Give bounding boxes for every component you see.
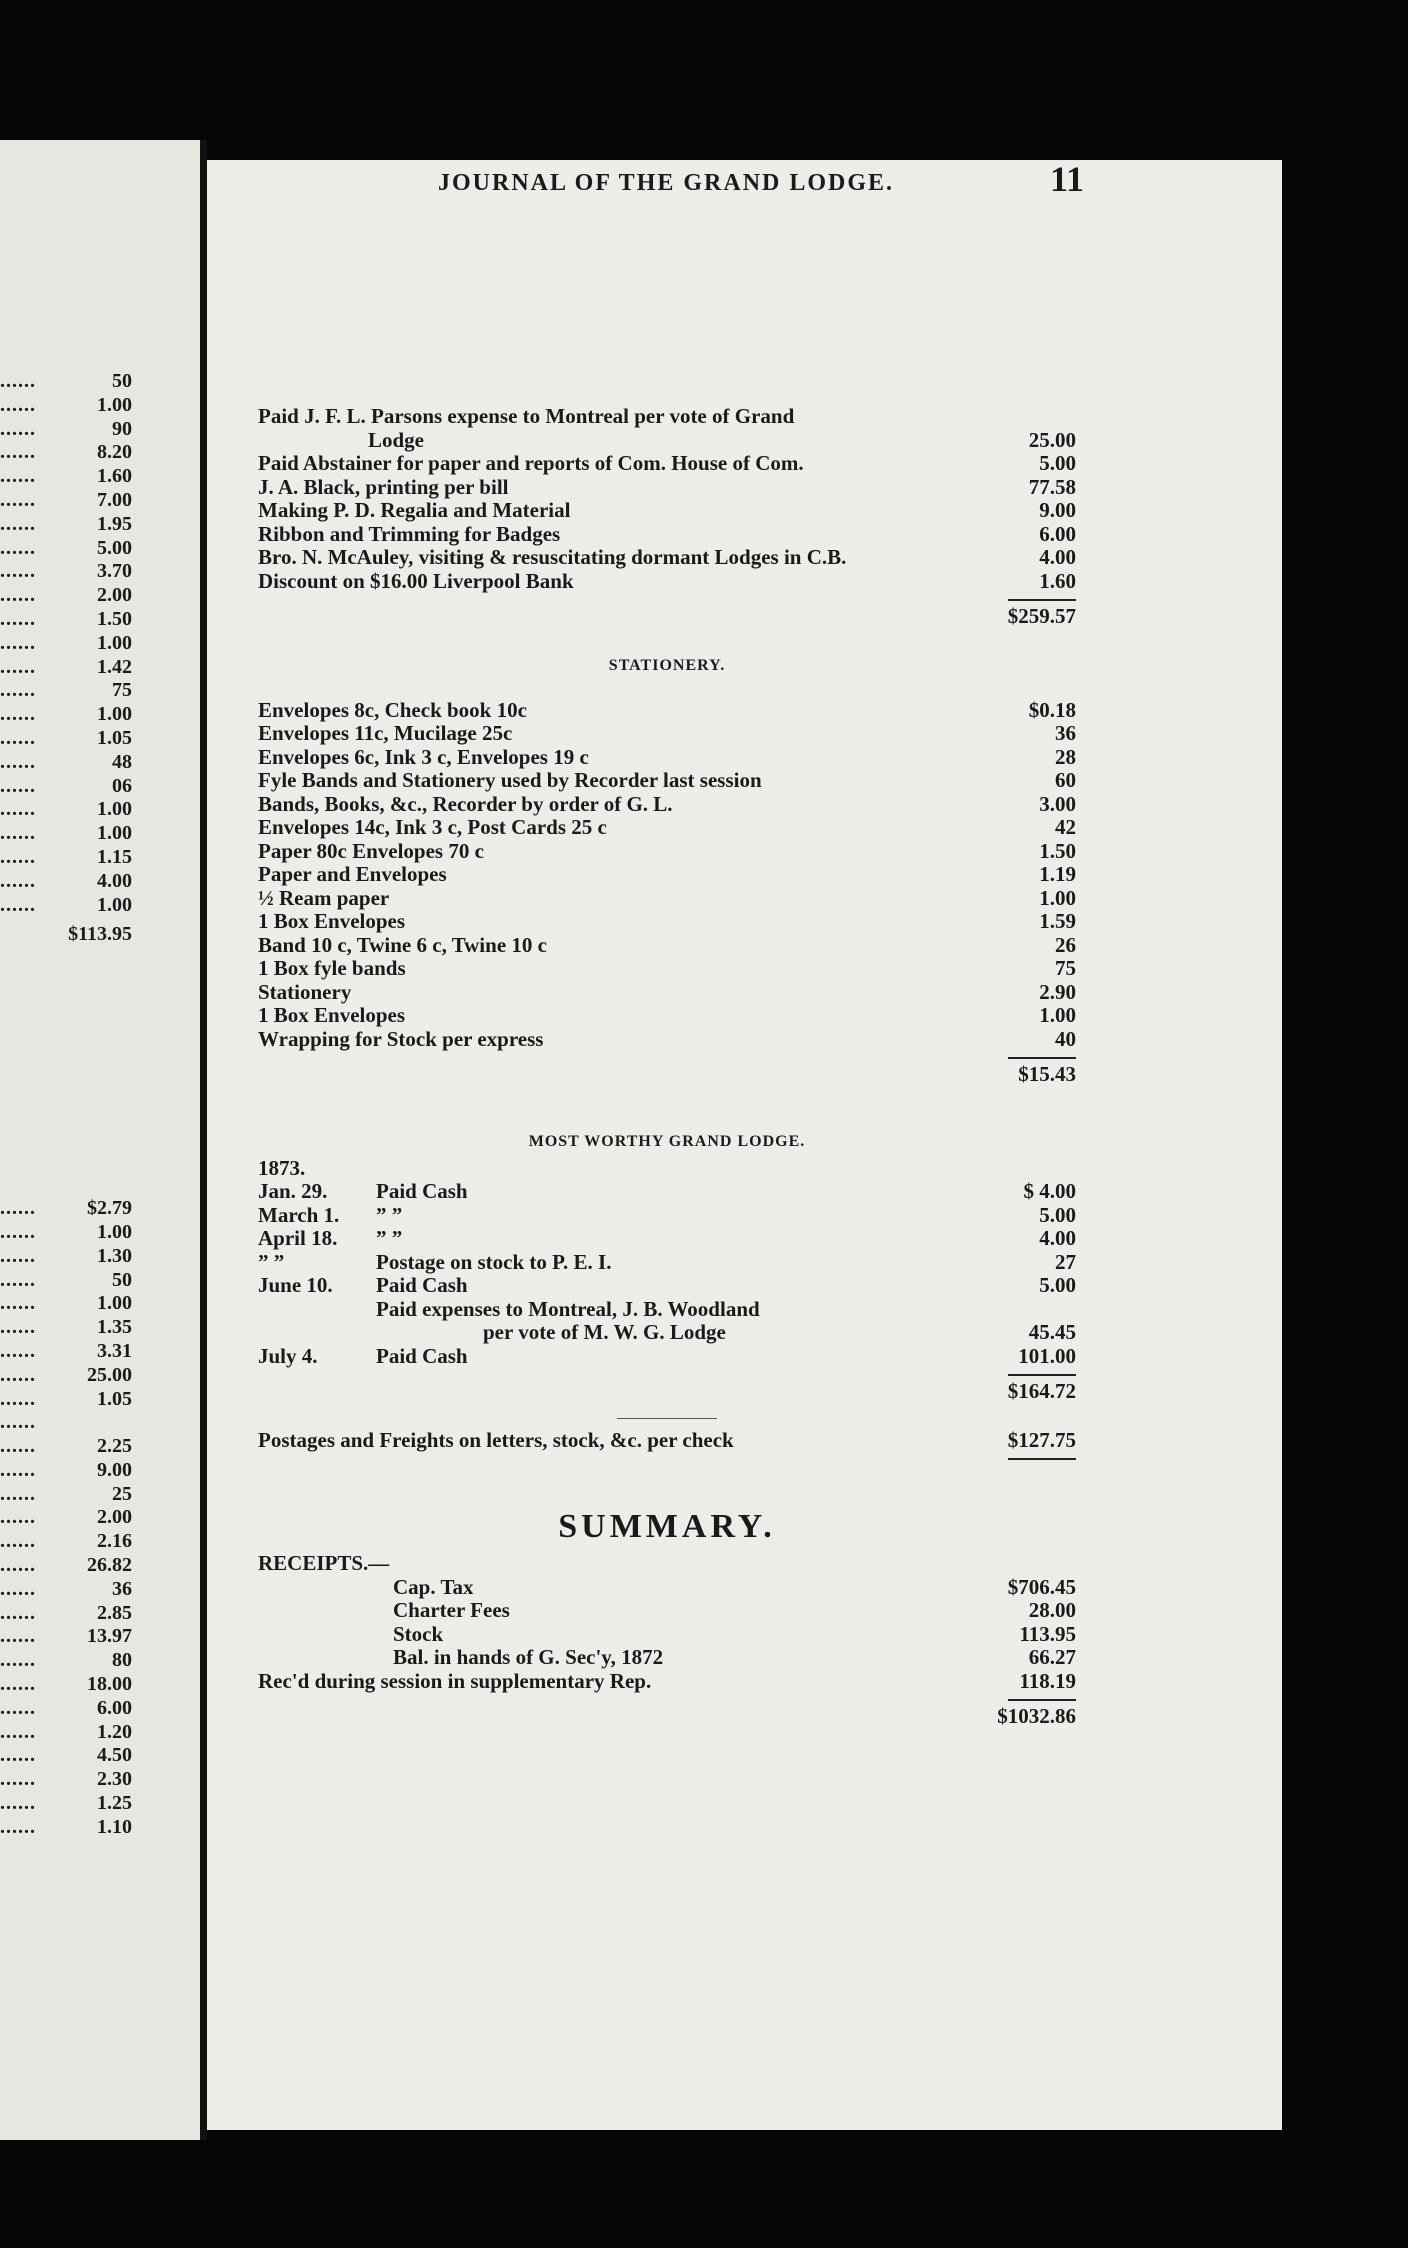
- left-amount-dots: ......: [0, 798, 36, 821]
- stationery-row-amount: 3.00: [1039, 791, 1076, 816]
- left-amount: [0, 679, 200, 703]
- left-amount-lower-dots: ......: [0, 1530, 36, 1553]
- expense-row: [258, 523, 1076, 547]
- expense-row-amount: 5.00: [1039, 451, 1076, 475]
- left-amount-dots: ......: [0, 655, 36, 678]
- summary-heading: SUMMARY.: [558, 1508, 776, 1545]
- left-amount: [0, 894, 200, 918]
- left-amount-value: 1.00: [97, 798, 132, 821]
- stationery-row-amount: 1.59: [1039, 909, 1076, 933]
- summary-rule-line: [1008, 1699, 1076, 1701]
- left-amount-value: 7.00: [97, 488, 132, 511]
- mwgl-total-value: $164.72: [1007, 1379, 1076, 1403]
- stationery-heading: STATIONERY.: [608, 656, 726, 674]
- mwgl-heading: MOST WORTHY GRAND LODGE.: [528, 1132, 806, 1150]
- left-amount: [0, 441, 200, 465]
- left-amount: [0, 537, 200, 561]
- stationery-row: [258, 793, 1076, 817]
- session-receipts-row-label: Rec'd during session in supplementary Rep.: [258, 1668, 652, 1693]
- stationery-rule: [258, 1051, 1076, 1063]
- left-amount-dots: ......: [0, 845, 36, 868]
- left-amount-value: 75: [112, 679, 132, 702]
- left-amount-lower-value: 80: [112, 1649, 132, 1672]
- left-amount-value: 48: [112, 750, 132, 773]
- stationery-row-label: Bands, Books, &c., Recorder by order of G. L.: [258, 791, 673, 816]
- stationery-row: [258, 769, 1076, 793]
- stationery-row-amount: 28: [1055, 744, 1076, 769]
- left-amount-value: 1.15: [97, 845, 132, 868]
- mwgl-amount: 101.00: [1018, 1343, 1076, 1368]
- expense-row: [258, 499, 1076, 523]
- left-amount-lower-dots: ......: [0, 1577, 36, 1600]
- page-number: 11: [1050, 159, 1085, 199]
- left-amount-value: 50: [112, 370, 132, 392]
- left-amount-dots: ......: [0, 869, 36, 892]
- accounts-content: [258, 405, 1076, 1729]
- left-amount: [0, 870, 200, 894]
- left-amount-lower: [0, 1459, 200, 1483]
- stationery-row: [258, 934, 1076, 958]
- left-amount-dots: ......: [0, 370, 36, 392]
- mwgl-date: March 1.: [258, 1202, 340, 1227]
- left-amount-lower-dots: ......: [0, 1696, 36, 1719]
- expense-row-amount: 6.00: [1039, 521, 1076, 546]
- left-amount-lower: [0, 1340, 200, 1364]
- left-amount-lower: [0, 1316, 200, 1340]
- stationery-row: [258, 863, 1076, 887]
- stationery-row-amount: 26: [1055, 932, 1076, 957]
- left-amount-value: 5.00: [97, 536, 132, 559]
- left-amount-lower-value: 2.30: [97, 1768, 132, 1791]
- left-amount-lower: [0, 1744, 200, 1768]
- mwgl-row: [258, 1180, 1076, 1204]
- stationery-row-label: Paper and Envelopes: [258, 862, 447, 886]
- left-amount-lower-dots: ......: [0, 1506, 36, 1529]
- left-amount-lower-value: $2.79: [87, 1197, 132, 1220]
- receipt-row-label: Cap. Tax: [393, 1574, 474, 1599]
- left-amount-lower-value: 1.20: [97, 1720, 132, 1743]
- expenses-total-value: $259.57: [1007, 604, 1076, 628]
- left-amount-lower: [0, 1269, 200, 1293]
- left-amount-dots: ......: [0, 726, 36, 749]
- stationery-row-label: Stationery: [258, 979, 352, 1004]
- left-amount-dots: ......: [0, 417, 36, 440]
- stationery-row-amount: 60: [1055, 768, 1076, 792]
- left-amount: [0, 656, 200, 680]
- receipt-row: [258, 1623, 1076, 1647]
- stationery-row-label: Envelopes 11c, Mucilage 25c: [258, 721, 513, 745]
- left-amount-lower-dots: ......: [0, 1316, 36, 1339]
- expense-row: [258, 429, 1076, 453]
- left-total-value: $113.95: [68, 923, 132, 946]
- expense-row: [258, 476, 1076, 500]
- left-amount-lower-dots: ......: [0, 1649, 36, 1672]
- running-head: JOURNAL OF THE GRAND LODGE.: [438, 170, 895, 196]
- left-amount-dots: ......: [0, 441, 36, 464]
- mwgl-amount: 4.00: [1039, 1226, 1076, 1250]
- left-amount-dots: ......: [0, 607, 36, 630]
- receipt-row-amount: $706.45: [1007, 1574, 1076, 1599]
- left-amount-value: 1.50: [97, 607, 132, 630]
- left-amount-lower-dots: ......: [0, 1268, 36, 1291]
- left-amount-dots: ......: [0, 822, 36, 845]
- left-amount-value: 8.20: [97, 441, 132, 464]
- left-amount-lower-value: 1.00: [97, 1220, 132, 1243]
- stationery-row-amount: 42: [1055, 815, 1076, 839]
- receipt-row-amount: 113.95: [1019, 1621, 1076, 1646]
- stationery-rule-line: [1008, 1057, 1076, 1059]
- left-amount-dots: ......: [0, 393, 36, 416]
- mwgl-desc: Paid expenses to Montreal, J. B. Woodland: [376, 1296, 760, 1321]
- left-amount-dots: ......: [0, 774, 36, 797]
- stationery-row-label: 1 Box Envelopes: [258, 909, 406, 933]
- receipts-label: [258, 1552, 1076, 1576]
- receipt-row: [258, 1576, 1076, 1600]
- left-amount-lower-value: 25: [112, 1482, 132, 1505]
- stationery-row-amount: 1.00: [1039, 885, 1076, 910]
- left-amount-lower: [0, 1292, 200, 1316]
- left-amount-value: 1.00: [97, 631, 132, 654]
- left-amount-lower: [0, 1197, 200, 1221]
- left-amount-lower-value: 1.05: [97, 1387, 132, 1410]
- left-amount-lower-value: 2.16: [97, 1530, 132, 1553]
- left-amount-dots: ......: [0, 512, 36, 535]
- left-amount-lower-value: 26.82: [87, 1554, 132, 1577]
- receipts-label-label: RECEIPTS.—: [258, 1551, 390, 1575]
- stationery-row: [258, 910, 1076, 934]
- left-amount: [0, 370, 200, 394]
- mwgl-row: [258, 1251, 1076, 1275]
- stationery-row-label: Envelopes 6c, Ink 3 c, Envelopes 19 c: [258, 744, 589, 769]
- session-receipts-row-amount: 118.19: [1019, 1668, 1076, 1693]
- stationery-row-label: Wrapping for Stock per express: [258, 1026, 544, 1051]
- stationery-row-amount: 40: [1055, 1026, 1076, 1051]
- left-amount-lower: [0, 1816, 200, 1840]
- left-amount-lower-dots: ......: [0, 1554, 36, 1577]
- left-amount-dots: ......: [0, 893, 36, 916]
- left-amount: [0, 798, 200, 822]
- left-amount-lower: [0, 1673, 200, 1697]
- left-amount-lower: [0, 1649, 200, 1673]
- left-column-amounts: [0, 370, 200, 1840]
- expense-row-label: Making P. D. Regalia and Material: [258, 498, 571, 522]
- expense-row-amount: 1.60: [1039, 568, 1076, 593]
- mwgl-date: June 10.: [258, 1273, 333, 1297]
- left-amount-lower-value: 3.31: [97, 1339, 132, 1362]
- mwgl-row: [258, 1345, 1076, 1369]
- left-amount-lower: [0, 1721, 200, 1745]
- left-amount: [0, 727, 200, 751]
- left-amount-lower: [0, 1435, 200, 1459]
- expense-row-amount: 25.00: [1028, 427, 1076, 452]
- receipt-row-label: Charter Fees: [393, 1598, 510, 1622]
- stationery-row: [258, 1028, 1076, 1052]
- left-amount: [0, 584, 200, 608]
- left-amount: [0, 513, 200, 537]
- left-amount-lower-dots: ......: [0, 1792, 36, 1815]
- stationery-row: [258, 746, 1076, 770]
- left-amount-lower-dots: ......: [0, 1673, 36, 1696]
- receipt-row-amount: 66.27: [1028, 1645, 1076, 1669]
- stationery-row-amount: 1.50: [1039, 838, 1076, 863]
- left-amount-dots: ......: [0, 465, 36, 488]
- left-amount-lower-dots: ......: [0, 1363, 36, 1386]
- stationery-row-label: Paper 80c Envelopes 70 c: [258, 838, 484, 863]
- left-amount: [0, 560, 200, 584]
- stationery-row: [258, 981, 1076, 1005]
- stationery-row: [258, 699, 1076, 723]
- left-amount-lower: [0, 1602, 200, 1626]
- left-amount-lower: [0, 1768, 200, 1792]
- expense-row-label: Paid J. F. L. Parsons expense to Montreal per vote of Grand: [258, 404, 795, 428]
- left-amount-value: 3.70: [97, 560, 132, 583]
- expense-row: [258, 405, 1076, 429]
- left-amount-lower-value: 1.30: [97, 1244, 132, 1267]
- mwgl-date: April 18.: [258, 1226, 338, 1250]
- left-amount-dots: ......: [0, 584, 36, 607]
- left-amount-value: 1.95: [97, 512, 132, 535]
- expenses-rule: [258, 593, 1076, 605]
- left-amount-lower-value: 18.00: [87, 1673, 132, 1696]
- left-amount-lower-dots: ......: [0, 1815, 36, 1838]
- mwgl-desc: per vote of M. W. G. Lodge: [483, 1320, 726, 1344]
- left-amount: [0, 846, 200, 870]
- left-amount-value: 4.00: [97, 869, 132, 892]
- left-amount-dots: ......: [0, 560, 36, 583]
- mwgl-rule: [258, 1368, 1076, 1380]
- left-amount-lower: [0, 1697, 200, 1721]
- left-amount: [0, 608, 200, 632]
- postages-row: [258, 1429, 1076, 1453]
- left-amount-lower-dots: ......: [0, 1768, 36, 1791]
- expense-row-label: J. A. Black, printing per bill: [258, 474, 509, 499]
- expense-row-label: Paid Abstainer for paper and reports of Com. House of Com.: [258, 451, 804, 475]
- receipt-row: [258, 1646, 1076, 1670]
- stationery-row-amount: $0.18: [1028, 697, 1076, 722]
- left-amount-lower-dots: ......: [0, 1458, 36, 1481]
- receipt-row-label: Bal. in hands of G. Sec'y, 1872: [393, 1645, 664, 1669]
- mwgl-row: [258, 1321, 1076, 1345]
- stationery-row-amount: 75: [1055, 956, 1076, 980]
- summary-total-value: $1032.86: [997, 1704, 1076, 1728]
- mwgl-desc: ” ”: [376, 1202, 403, 1227]
- left-amount-dots: ......: [0, 703, 36, 726]
- mwgl-amount: 5.00: [1039, 1202, 1076, 1227]
- stationery-row-label: 1 Box fyle bands: [258, 956, 406, 980]
- left-amount-dots: ......: [0, 536, 36, 559]
- left-amount-value: 1.42: [97, 655, 132, 678]
- left-amount: [0, 822, 200, 846]
- expense-row-label: Discount on $16.00 Liverpool Bank: [258, 568, 574, 593]
- left-amount-lower-value: 2.25: [97, 1435, 132, 1458]
- left-amount-value: 1.00: [97, 703, 132, 726]
- stationery-row-label: Envelopes 8c, Check book 10c: [258, 697, 527, 722]
- stationery-row: [258, 816, 1076, 840]
- left-amount: [0, 418, 200, 442]
- left-amount-lower-value: 1.00: [97, 1292, 132, 1315]
- mwgl-rule-line: [1008, 1374, 1076, 1376]
- left-amount: [0, 489, 200, 513]
- left-amount-lower: [0, 1625, 200, 1649]
- section-divider: [617, 1418, 717, 1419]
- postages-rule: [258, 1452, 1076, 1502]
- mwgl-row: [258, 1204, 1076, 1228]
- left-amount-dots: ......: [0, 750, 36, 773]
- mwgl-date: ” ”: [258, 1249, 285, 1274]
- left-amount-lower: [0, 1221, 200, 1245]
- expense-row-amount: 9.00: [1039, 498, 1076, 522]
- left-amount-value: 1.00: [97, 393, 132, 416]
- left-amount: [0, 632, 200, 656]
- left-amount-lower: [0, 1364, 200, 1388]
- expense-row-label: Ribbon and Trimming for Badges: [258, 521, 561, 546]
- left-amount-lower-value: 36: [112, 1577, 132, 1600]
- mwgl-amount: $ 4.00: [1023, 1179, 1076, 1203]
- postages-row-label: Postages and Freights on letters, stock, &c. per check: [258, 1427, 734, 1452]
- left-amount-lower-dots: ......: [0, 1387, 36, 1410]
- stationery-row-label: ½ Ream paper: [258, 885, 390, 910]
- page-gutter: [200, 140, 207, 2140]
- postages-row-amount: $127.75: [1007, 1427, 1076, 1452]
- mwgl-year-label: 1873.: [258, 1155, 306, 1180]
- left-amount-value: 1.00: [97, 893, 132, 916]
- left-amount-lower-dots: ......: [0, 1339, 36, 1362]
- expenses-rule-line: [1008, 599, 1076, 601]
- mwgl-desc: Paid Cash: [376, 1343, 468, 1368]
- left-amount-lower-dots: ......: [0, 1220, 36, 1243]
- left-amount-value: 1.00: [97, 822, 132, 845]
- left-amount: [0, 703, 200, 727]
- left-amount: [0, 394, 200, 418]
- left-amount: [0, 751, 200, 775]
- left-amount: [0, 465, 200, 489]
- mwgl-amount: 5.00: [1039, 1273, 1076, 1297]
- stationery-total: [258, 1063, 1076, 1087]
- left-amount-value: 1.60: [97, 465, 132, 488]
- mwgl-desc: Paid Cash: [376, 1273, 468, 1297]
- left-amount-lower: [0, 1506, 200, 1530]
- expense-row-label: Bro. N. McAuley, visiting & resuscitating dormant Lodges in C.B.: [258, 545, 847, 569]
- left-amount-lower: [0, 1388, 200, 1412]
- left-amount-lower-value: 9.00: [97, 1458, 132, 1481]
- mwgl-amount: 27: [1055, 1249, 1076, 1274]
- left-amount-lower: [0, 1578, 200, 1602]
- expense-row-amount: 77.58: [1028, 474, 1076, 499]
- summary-total: [258, 1705, 1076, 1729]
- left-amount-lower-dots: ......: [0, 1197, 36, 1220]
- left-amount-dots: ......: [0, 679, 36, 702]
- expense-row-amount: 4.00: [1039, 545, 1076, 569]
- expense-row-label: Lodge: [368, 427, 425, 452]
- mwgl-row: [258, 1274, 1076, 1298]
- left-amount-lower-dots: ......: [0, 1435, 36, 1458]
- left-amount: [0, 775, 200, 799]
- stationery-row-amount: 36: [1055, 721, 1076, 745]
- stationery-row: [258, 840, 1076, 864]
- expense-row: [258, 570, 1076, 594]
- postages-rule-line: [1008, 1458, 1076, 1460]
- left-amount-value: 90: [112, 417, 132, 440]
- left-amount-value: 1.05: [97, 726, 132, 749]
- left-amount-lower-dots: ......: [0, 1720, 36, 1743]
- mwgl-row: [258, 1227, 1076, 1251]
- left-amount-lower-dots: ......: [0, 1292, 36, 1315]
- mwgl-desc: Paid Cash: [376, 1179, 468, 1203]
- left-amount-lower-value: 25.00: [87, 1363, 132, 1386]
- left-amount-lower-dots: ......: [0, 1625, 36, 1648]
- mwgl-desc: ” ”: [376, 1226, 403, 1250]
- left-amount-lower: [0, 1411, 200, 1435]
- left-amount-value: 06: [112, 774, 132, 797]
- left-amount-lower-dots: ......: [0, 1482, 36, 1505]
- left-amount-lower: [0, 1792, 200, 1816]
- left-amount-lower-value: 1.25: [97, 1792, 132, 1815]
- expenses-total: [258, 605, 1076, 629]
- stationery-row-label: Envelopes 14c, Ink 3 c, Post Cards 25 c: [258, 815, 607, 839]
- mwgl-amount: 45.45: [1028, 1320, 1076, 1344]
- left-amount-lower-value: 6.00: [97, 1696, 132, 1719]
- mwgl-date: July 4.: [258, 1343, 318, 1368]
- left-amount-value: 2.00: [97, 584, 132, 607]
- left-amount-lower: [0, 1530, 200, 1554]
- left-amount-lower-value: 4.50: [97, 1744, 132, 1767]
- left-amount-lower-dots: ......: [0, 1744, 36, 1767]
- left-amount-lower-dots: ......: [0, 1601, 36, 1624]
- left-amount-lower-dots: ......: [0, 1244, 36, 1267]
- stationery-row: [258, 957, 1076, 981]
- receipt-row-amount: 28.00: [1028, 1598, 1076, 1622]
- stationery-row-label: Band 10 c, Twine 6 c, Twine 10 c: [258, 932, 547, 957]
- left-amount-lower-value: 1.10: [97, 1815, 132, 1838]
- stationery-row: [258, 1004, 1076, 1028]
- left-amount-lower: [0, 1483, 200, 1507]
- stationery-row-amount: 1.19: [1039, 862, 1076, 886]
- expense-row: [258, 546, 1076, 570]
- left-gap: [0, 947, 200, 1197]
- stationery-row-label: Fyle Bands and Stationery used by Recorder last session: [258, 768, 762, 792]
- expense-row: [258, 452, 1076, 476]
- session-receipts-row: [258, 1670, 1076, 1694]
- mwgl-total: [258, 1380, 1076, 1404]
- left-total: [0, 923, 200, 947]
- left-amount-lower-dots: ......: [0, 1411, 36, 1434]
- left-amount-lower-value: 2.85: [97, 1601, 132, 1624]
- left-amount-lower-value: 1.35: [97, 1316, 132, 1339]
- left-amount-lower-value: 13.97: [87, 1625, 132, 1648]
- mwgl-row: [258, 1298, 1076, 1322]
- summary-rule: [258, 1693, 1076, 1705]
- left-amount-dots: ......: [0, 631, 36, 654]
- mwgl-date: Jan. 29.: [258, 1179, 328, 1203]
- stationery-total-value: $15.43: [1018, 1062, 1076, 1086]
- stationery-row: [258, 722, 1076, 746]
- stationery-row-amount: 2.90: [1039, 979, 1076, 1004]
- left-amount-lower-value: 50: [112, 1268, 132, 1291]
- left-amount-dots: ......: [0, 488, 36, 511]
- stationery-row-label: 1 Box Envelopes: [258, 1003, 406, 1027]
- left-amount-lower: [0, 1245, 200, 1269]
- receipt-row-label: Stock: [393, 1621, 444, 1646]
- stationery-row-amount: 1.00: [1039, 1003, 1076, 1027]
- mwgl-desc: Postage on stock to P. E. I.: [376, 1249, 612, 1274]
- mwgl-year: [258, 1157, 1076, 1181]
- stationery-row: [258, 887, 1076, 911]
- left-amount-lower-value: 2.00: [97, 1506, 132, 1529]
- left-amount-lower: [0, 1554, 200, 1578]
- receipt-row: [258, 1599, 1076, 1623]
